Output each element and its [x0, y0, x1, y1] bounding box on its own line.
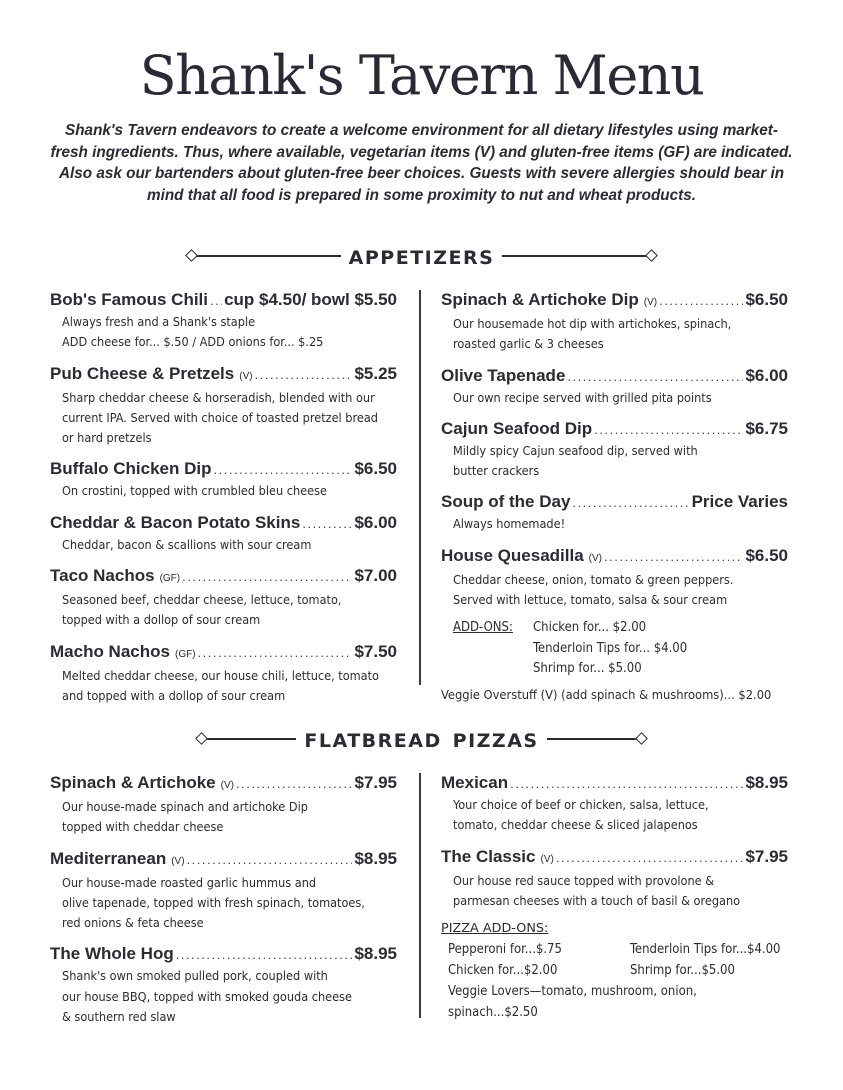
dot-leader [556, 847, 744, 869]
appetizers-right-column [441, 289, 788, 706]
menu-item-header [50, 363, 397, 388]
item-description: roasted garlic & 3 cheeses [453, 336, 604, 352]
item-description: & southern red slaw [62, 1009, 176, 1025]
item-name: Cheddar & Bacon Potato Skins [50, 512, 301, 532]
item-price: $6.50 [745, 290, 788, 309]
dietary-tag: (V) [171, 855, 185, 867]
dot-leader [604, 546, 743, 568]
item-description: Cheddar cheese, onion, tomato & green peppers. [453, 571, 734, 587]
intro-text: Shank's Tavern endeavors to create a welcome environment for all dietary lifestyles using market-fresh ingredients. Thus, where available, vegetarian items (V) and gluten-free items (GF) are indicated. Also ask our bartenders about gluten-free beer choices. Guests with severe allergies should bear in mind that all food is prepared in some proximity to nut and wheat products. [50, 122, 793, 204]
item-description: Melted cheddar cheese, our house chili, lettuce, tomato [62, 667, 379, 683]
item-name: House Quesadilla [441, 545, 584, 565]
dot-leader [510, 773, 743, 795]
dot-leader [236, 773, 352, 795]
item-description: ADD cheese for... $.50 / ADD onions for... $.25 [62, 334, 324, 350]
dietary-tag: (V) [643, 297, 658, 308]
item-description: Our house-made spinach and artichoke Dip [62, 799, 308, 814]
item-price: $7.95 [354, 773, 397, 792]
section-title: appetizers [348, 240, 495, 271]
item-price: $8.95 [354, 944, 397, 964]
item-description: Our house-made roasted garlic hummus and [62, 874, 317, 890]
item-description: Our house red sauce topped with provolone & [453, 872, 715, 888]
item-name: Olive Tapenade [441, 365, 566, 385]
page-title: Shank's Tavern Menu [139, 44, 704, 107]
item-name: Spinach & Artichoke Dip [441, 290, 639, 309]
item-price: $5.25 [354, 363, 397, 383]
divider-ornament [502, 255, 652, 257]
menu-item-header [50, 458, 397, 481]
menu-item [50, 641, 397, 707]
menu-item [441, 772, 788, 836]
item-description: topped with a dollop of sour cream [62, 612, 261, 628]
menu-item [50, 943, 397, 1027]
item-name: Cajun Seafood Dip [441, 418, 593, 438]
item-name: Mexican [441, 773, 509, 792]
divider-ornament [191, 255, 341, 257]
item-description: parmesan cheeses with a touch of basil & oregano [453, 892, 741, 908]
item-price: $6.00 [745, 365, 788, 385]
dietary-tag: (GF) [159, 573, 181, 585]
item-name: Macho Nachos [50, 641, 170, 661]
menu-item [50, 512, 397, 555]
item-price: $8.95 [745, 773, 788, 792]
dot-leader [214, 459, 353, 481]
dot-leader [182, 566, 352, 588]
item-description: Cheddar, bacon & scallions with sour cream [62, 536, 312, 552]
dietary-tag: (V) [239, 370, 253, 382]
dietary-tag: (V) [588, 552, 603, 564]
menu-item-header [50, 848, 397, 873]
item-description: Shank's own smoked pulled pork, coupled with [62, 968, 328, 984]
pizza-addons-label: PIZZA ADD-ONS: [441, 921, 549, 937]
addons-list [533, 618, 687, 679]
menu-item [441, 491, 788, 534]
item-price: $7.00 [354, 566, 397, 586]
dot-leader [176, 944, 353, 966]
menu-item-header [441, 365, 788, 388]
item-description: On crostini, topped with crumbled bleu cheese [62, 483, 327, 499]
item-price: $7.50 [354, 641, 397, 661]
veggie-overstuff-addon: Veggie Overstuff (V) (add spinach & mushrooms)... $2.00 [441, 688, 772, 704]
item-name: Spinach & Artichoke [50, 773, 216, 792]
item-description: butter crackers [453, 463, 540, 479]
column-divider [419, 773, 421, 1018]
item-description: Always fresh and a Shank's staple [62, 314, 256, 329]
menu-item [50, 565, 397, 631]
item-price: $8.95 [354, 848, 397, 868]
menu-item-header [441, 289, 788, 314]
item-price: $6.00 [354, 512, 397, 532]
item-description: and topped with a dollop of sour cream [62, 687, 286, 703]
item-description: Served with lettuce, tomato, salsa & sour cream [453, 592, 728, 608]
item-description: current IPA. Served with choice of toasted pretzel bread [62, 409, 378, 425]
dot-leader [187, 849, 353, 871]
dot-leader [594, 419, 743, 441]
item-description: Always homemade! [453, 516, 566, 532]
addon-item: Shrimp for...$5.00 [630, 963, 735, 979]
item-name: Buffalo Chicken Dip [50, 459, 212, 479]
menu-item [441, 846, 788, 912]
quesadilla-addons [441, 618, 788, 679]
item-price: $6.75 [745, 418, 788, 438]
item-price: $6.50 [354, 459, 397, 479]
dot-leader [255, 364, 353, 386]
menu-item [50, 289, 397, 353]
pizzas-left-column [50, 772, 397, 1037]
addons-label: ADD-ONS: [453, 620, 513, 636]
item-price: $6.50 [745, 545, 788, 565]
item-description: Our housemade hot dip with artichokes, spinach, [453, 316, 732, 331]
item-description: olive tapenade, topped with fresh spinach, tomatoes, [62, 894, 365, 910]
menu-item [441, 545, 788, 611]
item-price: Price Varies [691, 492, 788, 512]
item-price: cup $4.50/ bowl $5.50 [224, 290, 397, 309]
item-description: Your choice of beef or chicken, salsa, lettuce, [453, 797, 709, 812]
item-description: Seasoned beef, cheddar cheese, lettuce, tomato, [62, 592, 342, 608]
divider-ornament [547, 738, 642, 740]
item-name: Pub Cheese & Pretzels [50, 363, 235, 383]
column-divider [419, 290, 421, 685]
addon-item: Pepperoni for...$.75 [448, 942, 562, 958]
dot-leader [567, 366, 743, 388]
pizzas-right-column [441, 772, 788, 1023]
menu-item-header [441, 545, 788, 570]
addon-item: Tenderloin Tips for... $4.00 [533, 640, 688, 656]
dot-leader [572, 492, 689, 514]
dietary-tag: (GF) [174, 648, 196, 660]
menu-item [50, 848, 397, 934]
item-name: The Classic [441, 846, 536, 866]
dietary-tag: (V) [540, 853, 554, 865]
menu-item-header [441, 491, 788, 514]
item-description: topped with cheddar cheese [62, 819, 224, 835]
menu-item [50, 458, 397, 501]
item-name: Soup of the Day [441, 492, 571, 512]
item-name: The Whole Hog [50, 944, 174, 964]
section-title: flatbread pizzas [304, 723, 539, 754]
item-description: red onions & feta cheese [62, 915, 204, 931]
addon-item: Chicken for...$2.00 [448, 963, 558, 979]
item-name: Taco Nachos [50, 566, 155, 586]
menu-item-header [50, 512, 397, 535]
item-description: Our own recipe served with grilled pita points [453, 389, 712, 405]
item-description: tomato, cheddar cheese & sliced jalapenos [453, 817, 698, 833]
item-description: or hard pretzels [62, 430, 152, 446]
item-price: $7.95 [745, 846, 788, 866]
menu-item-header [50, 641, 397, 666]
menu-item-header [50, 772, 397, 797]
appetizers-left-column [50, 289, 397, 716]
menu-item [441, 418, 788, 482]
addon-item: Chicken for... $2.00 [533, 620, 647, 636]
dot-leader [659, 290, 743, 312]
menu-item [50, 772, 397, 838]
item-name: Bob's Famous Chili [50, 290, 208, 309]
menu-item [50, 363, 397, 449]
item-description: Sharp cheddar cheese & horseradish, blended with our [62, 389, 375, 405]
divider-ornament [201, 738, 296, 740]
dot-leader [210, 290, 222, 312]
menu-item-header [441, 418, 788, 441]
item-description: Mildly spicy Cajun seafood dip, served with [453, 442, 698, 458]
menu-item-header [50, 289, 397, 312]
menu-item-header [441, 772, 788, 795]
item-description: our house BBQ, topped with smoked gouda cheese [62, 988, 352, 1004]
menu-item-header [50, 943, 397, 966]
dietary-tag: (V) [220, 780, 234, 791]
menu-item [441, 365, 788, 408]
menu-item [441, 289, 788, 355]
section-heading-flatbread-pizzas [0, 723, 843, 754]
pizza-addons-list [441, 939, 788, 1023]
menu-item-header [441, 846, 788, 871]
addon-item: Tenderloin Tips for...$4.00 [630, 942, 781, 958]
addon-item: Veggie Lovers—tomato, mushroom, onion, spinach...$2.50 [448, 984, 697, 1021]
menu-item-header [50, 565, 397, 590]
dot-leader [198, 642, 353, 664]
dot-leader [302, 513, 352, 535]
addon-item: Shrimp for... $5.00 [533, 660, 642, 676]
section-heading-appetizers [0, 240, 843, 271]
item-name: Mediterranean [50, 848, 167, 868]
